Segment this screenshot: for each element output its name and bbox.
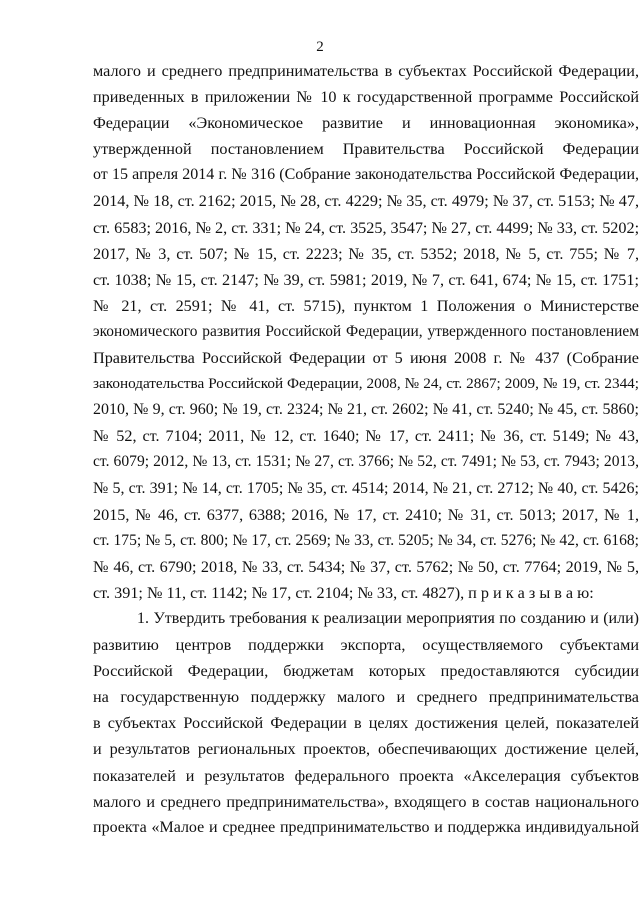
- text-line: на государственную поддержку малого и среднего предпринимательства: [93, 688, 639, 707]
- text-line: № 5, ст. 391; № 14, ст. 1705; № 35, ст. 4514; 2014, № 21, ст. 2712; № 40, ст. 5426;: [93, 479, 639, 497]
- text-line: малого и среднего предпринимательства», входящего в состав национального: [93, 792, 639, 811]
- text-line: проекта «Малое и среднее предпринимательство и поддержка индивидуальной: [93, 818, 639, 836]
- text-line: от 15 апреля 2014 г. № 316 (Собрание законодательства Российской Федерации,: [93, 166, 639, 184]
- text-line: показателей и результатов федерального проекта «Акселерация субъектов: [93, 766, 639, 785]
- text-line: развитию центров поддержки экспорта, осуществляемого субъектами: [93, 636, 639, 655]
- text-line: № 52, ст. 7104; 2011, № 12, ст. 1640; № 17, ст. 2411; № 36, ст. 5149; № 43,: [93, 427, 639, 446]
- text-line: ст. 175; № 5, ст. 800; № 17, ст. 2569; № 33, ст. 5205; № 34, ст. 5276; № 42, ст. 6168;: [93, 531, 639, 549]
- text-line: приведенных в приложении № 10 к государственной программе Российской: [93, 88, 639, 107]
- text-line: экономического развития Российской Федерации, утвержденного постановлением: [93, 322, 639, 340]
- text-line: в субъектах Российской Федерации в целях достижения целей, показателей: [93, 714, 639, 733]
- text-line: ст. 6583; 2016, № 2, ст. 331; № 24, ст. 3525, 3547; № 27, ст. 4499; № 33, ст. 5202;: [93, 218, 640, 237]
- text-line: и результатов региональных проектов, обеспечивающих достижение целей,: [93, 740, 639, 759]
- text-line: Федерации «Экономическое развитие и инновационная экономика»,: [93, 114, 639, 133]
- text-line: 2010, № 9, ст. 960; № 19, ст. 2324; № 21, ст. 2602; № 41, ст. 5240; № 45, ст. 5860;: [93, 401, 639, 419]
- text-line: ст. 1038; № 15, ст. 2147; № 39, ст. 5981; 2019, № 7, ст. 641, 674; № 15, ст. 1751;: [93, 270, 639, 289]
- text-line: Правительства Российской Федерации от 5 июня 2008 г. № 437 (Собрание: [93, 349, 639, 368]
- paragraph-legal-basis: [93, 58, 639, 606]
- text-line: утвержденной постановлением Правительства Российской Федерации: [93, 140, 639, 159]
- document-body: [93, 58, 639, 841]
- text-line: 2017, № 3, ст. 507; № 15, ст. 2223; № 35, ст. 5352; 2018, № 5, ст. 755; № 7,: [93, 244, 639, 263]
- text-line: № 21, ст. 2591; № 41, ст. 5715), пунктом 1 Положения о Министерстве: [93, 296, 639, 315]
- text-line: законодательства Российской Федерации, 2008, № 24, ст. 2867; 2009, № 19, ст. 2344;: [93, 375, 639, 393]
- text-line: Российской Федерации, бюджетам которых предоставляются субсидии: [93, 662, 639, 681]
- paragraph-item-1: [93, 606, 639, 841]
- text-line: ст. 391; № 11, ст. 1142; № 17, ст. 2104; № 33, ст. 4827), п р и к а з ы в а ю:: [93, 583, 594, 602]
- text-line: ст. 6079; 2012, № 13, ст. 1531; № 27, ст. 3766; № 52, ст. 7491; № 53, ст. 7943; 2013,: [93, 453, 639, 471]
- text-line: малого и среднего предпринимательства в субъектах Российской Федерации,: [93, 62, 639, 80]
- text-line: 2015, № 46, ст. 6377, 6388; 2016, № 17, ст. 2410; № 31, ст. 5013; 2017, № 1,: [93, 505, 639, 524]
- text-line: № 46, ст. 6790; 2018, № 33, ст. 5434; № 37, ст. 5762; № 50, ст. 7764; 2019, № 5,: [93, 557, 639, 576]
- text-line: 1. Утвердить требования к реализации мероприятия по созданию и (или): [137, 609, 639, 627]
- page-number: 2: [316, 39, 324, 55]
- text-line: 2014, № 18, ст. 2162; 2015, № 28, ст. 4229; № 35, ст. 4979; № 37, ст. 5153; № 47,: [93, 192, 639, 211]
